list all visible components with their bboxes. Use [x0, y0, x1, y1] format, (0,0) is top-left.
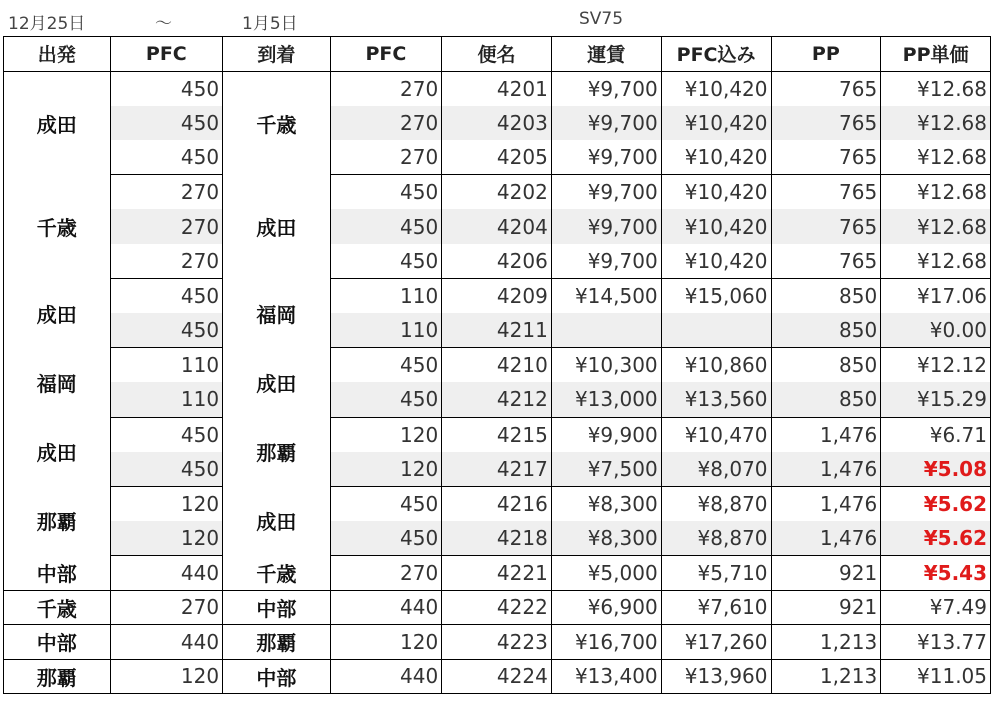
end-date: 1月5日: [242, 14, 298, 34]
departure-airport: 成田: [4, 279, 111, 348]
fare-with-pfc-cell: ¥10,420: [661, 140, 771, 175]
pp-unit-price-cell: ¥5.62: [881, 486, 991, 521]
table-row: [4, 244, 991, 279]
fare-with-pfc-cell: ¥13,960: [661, 659, 771, 694]
pp-unit-price-cell: ¥12.68: [881, 209, 991, 244]
plan-label: SV75: [579, 9, 624, 29]
fare-cell: ¥9,700: [551, 244, 661, 279]
arrival-airport: 那覇: [223, 625, 331, 660]
pfc-arrival-cell: 120: [330, 625, 442, 660]
fare-with-pfc-cell: ¥10,420: [661, 175, 771, 210]
pfc-departure-cell: 270: [110, 175, 223, 210]
pp-unit-price-cell: ¥12.68: [881, 244, 991, 279]
pp-cell: 1,213: [771, 625, 881, 660]
pfc-departure-cell: 270: [110, 590, 223, 625]
fare-cell: ¥9,700: [551, 175, 661, 210]
table-row: [4, 140, 991, 175]
col-flight: 便名: [442, 37, 552, 72]
fare-with-pfc-cell: ¥10,860: [661, 348, 771, 383]
fare-cell: ¥14,500: [551, 279, 661, 314]
fare-cell: ¥9,700: [551, 140, 661, 175]
fare-with-pfc-cell: ¥17,260: [661, 625, 771, 660]
pfc-departure-cell: 450: [110, 417, 223, 452]
pfc-departure-cell: 270: [110, 244, 223, 279]
fare-with-pfc-cell: ¥8,070: [661, 452, 771, 487]
pfc-arrival-cell: 450: [330, 244, 442, 279]
pfc-departure-cell: 450: [110, 313, 223, 348]
pp-cell: 850: [771, 382, 881, 417]
pfc-departure-cell: 120: [110, 486, 223, 521]
fare-with-pfc-cell: ¥10,470: [661, 417, 771, 452]
pp-unit-price-cell: ¥12.68: [881, 140, 991, 175]
pp-unit-price-cell: ¥5.43: [881, 555, 991, 590]
pp-unit-price-cell: ¥13.77: [881, 625, 991, 660]
flight-number-cell: 4210: [442, 348, 552, 383]
col-arrival: 到着: [223, 37, 331, 72]
fare-cell: ¥9,700: [551, 71, 661, 106]
pp-unit-price-cell: ¥12.68: [881, 71, 991, 106]
flight-number-cell: 4204: [442, 209, 552, 244]
arrival-airport: 千歳: [223, 71, 331, 175]
flight-number-cell: 4223: [442, 625, 552, 660]
pp-unit-price-cell: ¥5.62: [881, 521, 991, 556]
flight-number-cell: 4201: [442, 71, 552, 106]
col-pp: PP: [771, 37, 881, 72]
arrival-airport: 成田: [223, 486, 331, 555]
period-header: [0, 0, 991, 36]
fare-with-pfc-cell: ¥7,610: [661, 590, 771, 625]
pp-cell: 765: [771, 244, 881, 279]
table-body: [4, 71, 991, 694]
pp-cell: 765: [771, 140, 881, 175]
table-row: [4, 417, 991, 452]
col-pp-unit-price: PP単価: [881, 37, 991, 72]
fare-with-pfc-cell: ¥10,420: [661, 209, 771, 244]
pp-cell: 1,476: [771, 452, 881, 487]
date-separator: ～: [155, 14, 172, 34]
departure-airport: 中部: [4, 625, 111, 660]
fare-table: [3, 36, 991, 694]
pfc-departure-cell: 450: [110, 71, 223, 106]
pp-cell: 765: [771, 71, 881, 106]
table-row: [4, 486, 991, 521]
flight-number-cell: 4224: [442, 659, 552, 694]
fare-cell: ¥13,000: [551, 382, 661, 417]
pfc-arrival-cell: 120: [330, 417, 442, 452]
pp-unit-price-cell: ¥5.08: [881, 452, 991, 487]
col-fare: 運賃: [551, 37, 661, 72]
fare-with-pfc-cell: ¥13,560: [661, 382, 771, 417]
pfc-departure-cell: 450: [110, 452, 223, 487]
arrival-airport: 中部: [223, 590, 331, 625]
flight-number-cell: 4218: [442, 521, 552, 556]
flight-number-cell: 4206: [442, 244, 552, 279]
pfc-arrival-cell: 450: [330, 175, 442, 210]
pp-unit-price-cell: ¥6.71: [881, 417, 991, 452]
pp-cell: 1,213: [771, 659, 881, 694]
fare-cell: [551, 313, 661, 348]
arrival-airport: 中部: [223, 659, 331, 694]
pp-cell: 921: [771, 555, 881, 590]
departure-airport: 成田: [4, 71, 111, 175]
pp-unit-price-cell: ¥12.68: [881, 106, 991, 141]
pfc-arrival-cell: 270: [330, 106, 442, 141]
arrival-airport: 成田: [223, 175, 331, 279]
fare-cell: ¥8,300: [551, 486, 661, 521]
pp-unit-price-cell: ¥17.06: [881, 279, 991, 314]
pfc-departure-cell: 440: [110, 625, 223, 660]
flight-number-cell: 4216: [442, 486, 552, 521]
pfc-arrival-cell: 450: [330, 521, 442, 556]
start-date: 12月25日: [8, 14, 86, 34]
pfc-departure-cell: 450: [110, 140, 223, 175]
departure-airport: 那覇: [4, 659, 111, 694]
pp-cell: 921: [771, 590, 881, 625]
arrival-airport: 福岡: [223, 279, 331, 348]
table-row: [4, 382, 991, 417]
table-row: [4, 348, 991, 383]
table-row: [4, 659, 991, 694]
pfc-departure-cell: 120: [110, 521, 223, 556]
pp-unit-price-cell: ¥12.68: [881, 175, 991, 210]
fare-cell: ¥10,300: [551, 348, 661, 383]
col-pfc-departure: PFC: [110, 37, 223, 72]
flight-number-cell: 4222: [442, 590, 552, 625]
pp-unit-price-cell: ¥7.49: [881, 590, 991, 625]
pfc-departure-cell: 110: [110, 382, 223, 417]
arrival-airport: 千歳: [223, 555, 331, 590]
pfc-arrival-cell: 110: [330, 313, 442, 348]
pp-cell: 850: [771, 348, 881, 383]
fare-with-pfc-cell: ¥8,870: [661, 521, 771, 556]
fare-cell: ¥6,900: [551, 590, 661, 625]
fare-with-pfc-cell: [661, 313, 771, 348]
pp-unit-price-cell: ¥12.12: [881, 348, 991, 383]
pfc-arrival-cell: 440: [330, 590, 442, 625]
pfc-arrival-cell: 450: [330, 382, 442, 417]
col-pfc-arrival: PFC: [330, 37, 442, 72]
table-row: [4, 313, 991, 348]
pfc-arrival-cell: 120: [330, 452, 442, 487]
pfc-arrival-cell: 450: [330, 486, 442, 521]
flight-number-cell: 4221: [442, 555, 552, 590]
table-row: [4, 209, 991, 244]
departure-airport: 千歳: [4, 175, 111, 279]
table-row: [4, 71, 991, 106]
arrival-airport: 那覇: [223, 417, 331, 486]
departure-airport: 那覇: [4, 486, 111, 555]
fare-cell: ¥7,500: [551, 452, 661, 487]
pp-unit-price-cell: ¥0.00: [881, 313, 991, 348]
departure-airport: 千歳: [4, 590, 111, 625]
fare-with-pfc-cell: ¥8,870: [661, 486, 771, 521]
pp-cell: 765: [771, 175, 881, 210]
fare-cell: ¥9,900: [551, 417, 661, 452]
pfc-departure-cell: 450: [110, 106, 223, 141]
fare-cell: ¥8,300: [551, 521, 661, 556]
flight-number-cell: 4211: [442, 313, 552, 348]
pfc-departure-cell: 110: [110, 348, 223, 383]
fare-cell: ¥9,700: [551, 106, 661, 141]
departure-airport: 福岡: [4, 348, 111, 417]
col-fare-with-pfc: PFC込み: [661, 37, 771, 72]
fare-with-pfc-cell: ¥10,420: [661, 71, 771, 106]
fare-cell: ¥16,700: [551, 625, 661, 660]
flight-number-cell: 4205: [442, 140, 552, 175]
pfc-arrival-cell: 450: [330, 209, 442, 244]
pp-unit-price-cell: ¥11.05: [881, 659, 991, 694]
pp-cell: 1,476: [771, 486, 881, 521]
pfc-arrival-cell: 270: [330, 555, 442, 590]
col-departure: 出発: [4, 37, 111, 72]
pfc-arrival-cell: 110: [330, 279, 442, 314]
arrival-airport: 成田: [223, 348, 331, 417]
table-row: [4, 106, 991, 141]
flight-number-cell: 4217: [442, 452, 552, 487]
flight-number-cell: 4202: [442, 175, 552, 210]
pfc-arrival-cell: 270: [330, 140, 442, 175]
pp-cell: 850: [771, 313, 881, 348]
departure-airport: 中部: [4, 555, 111, 590]
header-row: [4, 37, 991, 72]
pfc-departure-cell: 270: [110, 209, 223, 244]
flight-number-cell: 4203: [442, 106, 552, 141]
fare-with-pfc-cell: ¥10,420: [661, 244, 771, 279]
pp-cell: 850: [771, 279, 881, 314]
pp-cell: 765: [771, 106, 881, 141]
fare-with-pfc-cell: ¥10,420: [661, 106, 771, 141]
flight-number-cell: 4212: [442, 382, 552, 417]
table-row: [4, 590, 991, 625]
pfc-arrival-cell: 440: [330, 659, 442, 694]
table-row: [4, 521, 991, 556]
flight-number-cell: 4209: [442, 279, 552, 314]
pfc-arrival-cell: 270: [330, 71, 442, 106]
table-row: [4, 279, 991, 314]
pp-cell: 765: [771, 209, 881, 244]
departure-airport: 成田: [4, 417, 111, 486]
fare-cell: ¥13,400: [551, 659, 661, 694]
table-row: [4, 625, 991, 660]
flight-number-cell: 4215: [442, 417, 552, 452]
pp-unit-price-cell: ¥15.29: [881, 382, 991, 417]
pfc-departure-cell: 440: [110, 555, 223, 590]
fare-with-pfc-cell: ¥5,710: [661, 555, 771, 590]
pp-cell: 1,476: [771, 521, 881, 556]
pfc-departure-cell: 450: [110, 279, 223, 314]
table-row: [4, 175, 991, 210]
pp-cell: 1,476: [771, 417, 881, 452]
fare-with-pfc-cell: ¥15,060: [661, 279, 771, 314]
pfc-arrival-cell: 450: [330, 348, 442, 383]
fare-cell: ¥9,700: [551, 209, 661, 244]
table-row: [4, 452, 991, 487]
pfc-departure-cell: 120: [110, 659, 223, 694]
fare-cell: ¥5,000: [551, 555, 661, 590]
table-row: [4, 555, 991, 590]
